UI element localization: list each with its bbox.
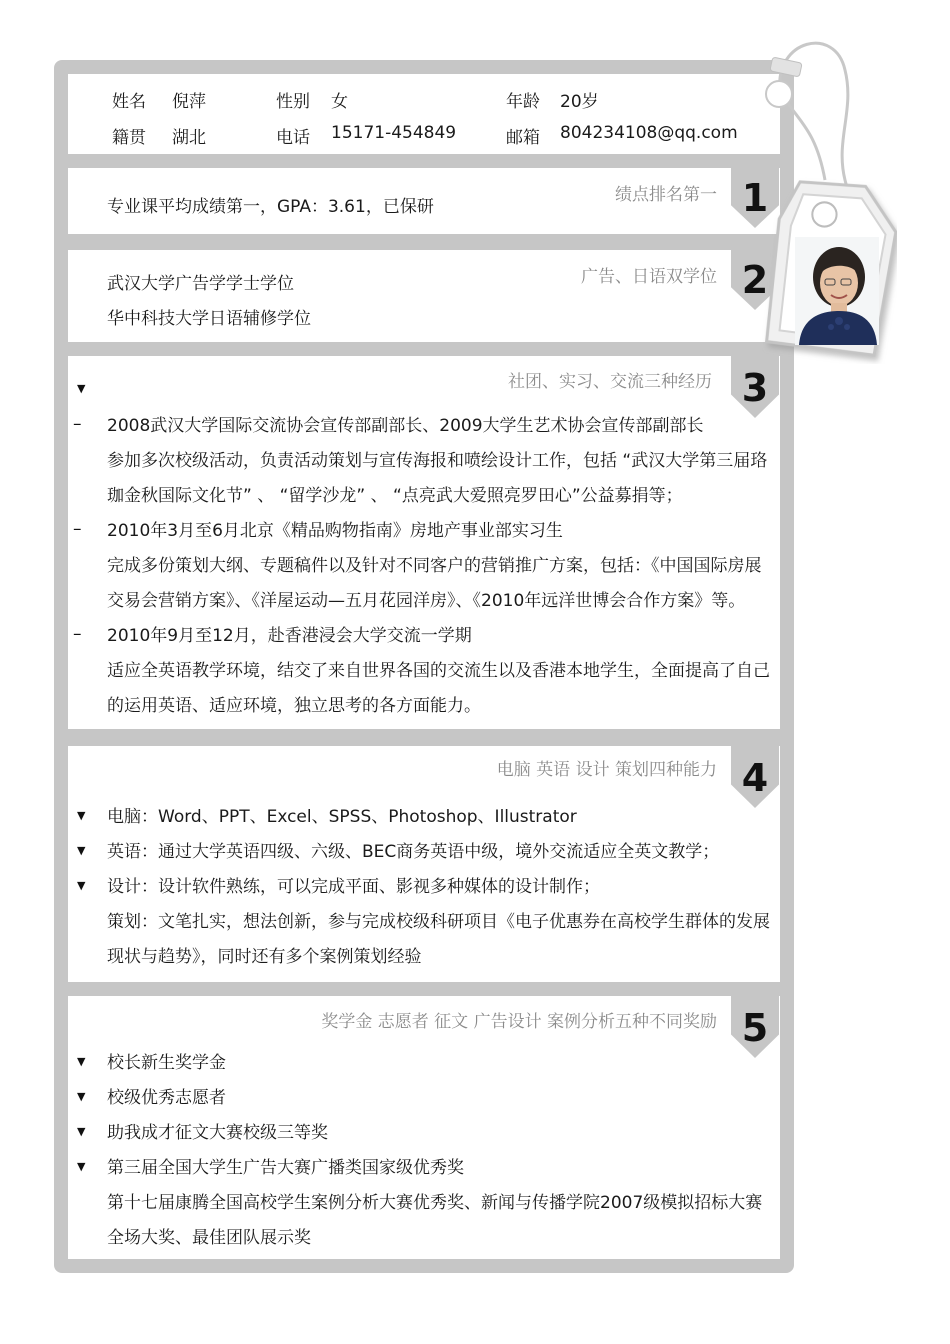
phone-label: 电话 (276, 128, 310, 148)
age-value: 20岁 (560, 92, 599, 112)
section-3-number: 3 (741, 366, 769, 410)
section-4-line: 现状与趋势》，同时还有多个案例策划经验 (107, 947, 422, 967)
section-5-line: 校级优秀志愿者 (107, 1088, 226, 1108)
phone-value: 15171-454849 (331, 123, 457, 143)
section-1-line: 专业课平均成绩第一，GPA：3.61，已保研 (107, 197, 434, 217)
section-3-title: 社团、实习、交流三种经历 (508, 372, 712, 392)
section-3-line: 珈金秋国际文化节” 、 “留学沙龙” 、 “点亮武大爱照亮罗田心”公益募捐等； (107, 486, 683, 506)
bullet-icon: ▼ (77, 879, 86, 892)
section-4-line: 策划：文笔扎实，想法创新，参与完成校级科研项目《电子优惠券在高校学生群体的发展 (107, 912, 770, 932)
section-2-title: 广告、日语双学位 (581, 267, 717, 287)
bullet-icon: ▼ (77, 1090, 86, 1103)
section-1-title: 绩点排名第一 (615, 185, 717, 205)
section-3-line: 2008武汉大学国际交流协会宣传部副部长、2009大学生艺术协会宣传部副部长 (107, 416, 704, 436)
section-3-line: 2010年3月至6月北京《精品购物指南》房地产事业部实习生 (107, 521, 563, 541)
section-5-title: 奖学金 志愿者 征文 广告设计 案例分析五种不同奖励 (321, 1012, 717, 1032)
section-5-line: 第三届全国大学生广告大赛广播类国家级优秀奖 (107, 1158, 464, 1178)
section-2-line: 华中科技大学日语辅修学位 (107, 309, 311, 329)
section-5-line: 第十七届康腾全国高校学生案例分析大赛优秀奖、新闻与传播学院2007级模拟招标大赛 (107, 1193, 763, 1213)
gender-value: 女 (331, 92, 348, 112)
email-value: 804234108@qq.com (560, 123, 738, 143)
bullet-icon: ▼ (77, 1125, 86, 1138)
section-1-number: 1 (741, 176, 769, 220)
section-5-line: 助我成才征文大赛校级三等奖 (107, 1123, 328, 1143)
section-5-line: 校长新生奖学金 (107, 1053, 226, 1073)
portrait-photo (795, 237, 879, 345)
section-2-line: 武汉大学广告学学士学位 (107, 274, 294, 294)
section-3-line: 完成多份策划大纲、专题稿件以及针对不同客户的营销推广方案，包括：《中国国际房展 (107, 556, 762, 576)
section-3-line: 参加多次校级活动，负责活动策划与宣传海报和喷绘设计工作，包括 “武汉大学第三届珞 (107, 451, 768, 471)
origin-label: 籍贯 (112, 128, 146, 148)
dash-marker: – (73, 519, 82, 539)
email-label: 邮箱 (506, 128, 540, 148)
dash-marker: – (73, 624, 82, 644)
bullet-icon: ▼ (77, 1160, 86, 1173)
bullet-icon: ▼ (77, 809, 86, 822)
section-3-line: 的运用英语、适应环境，独立思考的各方面能力。 (107, 696, 481, 716)
section-5-line: 全场大奖、最佳团队展示奖 (107, 1228, 311, 1248)
name-value: 倪萍 (172, 92, 206, 112)
section-5-number: 5 (741, 1006, 769, 1050)
bullet-icon: ▼ (77, 1055, 86, 1068)
section-4-line: 设计：设计软件熟练，可以完成平面、影视多种媒体的设计制作； (107, 877, 600, 897)
section-4-title: 电脑 英语 设计 策划四种能力 (496, 760, 717, 780)
section-4-number: 4 (741, 756, 769, 800)
bullet-icon: ▼ (77, 382, 86, 395)
gender-label: 性别 (276, 92, 310, 112)
section-3-line: 交易会营销方案》、《洋屋运动—五月花园洋房》、《2010年远洋世博会合作方案》等。 (107, 591, 746, 611)
name-label: 姓名 (112, 92, 146, 112)
section-4-line: 英语：通过大学英语四级、六级、BEC商务英语中级，境外交流适应全英文教学； (107, 842, 720, 862)
origin-value: 湖北 (172, 128, 206, 148)
section-2-number: 2 (741, 258, 769, 302)
section-3-line: 2010年9月至12月，赴香港浸会大学交流一学期 (107, 626, 472, 646)
section-4-line: 电脑：Word、PPT、Excel、SPSS、Photoshop、Illustrator (107, 807, 577, 827)
age-label: 年龄 (506, 92, 540, 112)
section-3-line: 适应全英语教学环境，结交了来自世界各国的交流生以及香港本地学生，全面提高了自己 (107, 661, 770, 681)
dash-marker: – (73, 414, 82, 434)
bullet-icon: ▼ (77, 844, 86, 857)
